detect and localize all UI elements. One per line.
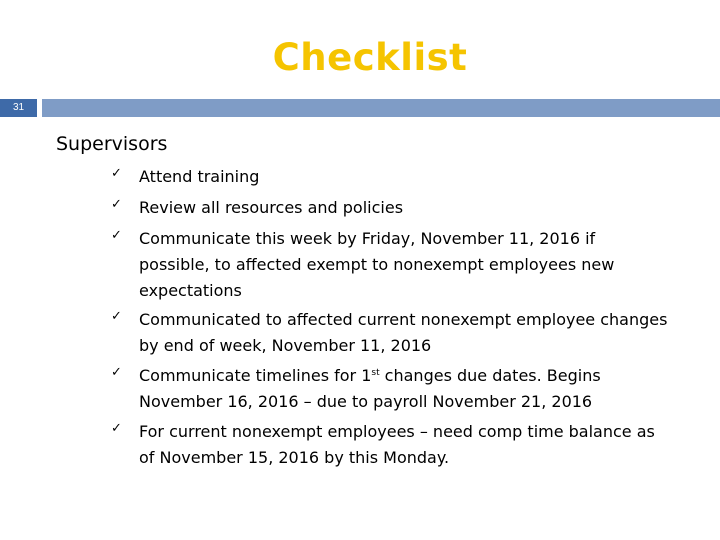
checklist-item-text <box>139 363 669 415</box>
checkmark-icon: ✓ <box>111 197 122 212</box>
checklist-item-text: Communicate this week by Friday, November 11, 2016 if possible, to affected exempt to nonexempt employees new expectations <box>139 229 615 300</box>
ordinal-suffix: st <box>371 368 380 378</box>
checkmark-icon: ✓ <box>111 421 122 436</box>
text-before: Communicate timelines for 1 <box>139 366 372 385</box>
checklist-item-text: Communicated to affected current nonexempt employee changes by end of week, November 11, 2016 <box>139 310 668 355</box>
checkmark-icon: ✓ <box>111 365 122 380</box>
section-heading: Supervisors <box>56 133 168 155</box>
checklist-item-text: Attend training <box>139 167 260 186</box>
checkmark-icon: ✓ <box>111 166 122 181</box>
checklist-item-text: For current nonexempt employees – need comp time balance as of November 15, 2016 by this Monday. <box>139 422 655 467</box>
checkmark-icon: ✓ <box>111 309 122 324</box>
slide-number: 31 <box>0 99 37 117</box>
title-bar <box>42 99 720 117</box>
text-after: changes due dates. Begins November 16, 2016 – due to payroll November 21, 2016 <box>139 366 601 411</box>
checklist-item-text: Review all resources and policies <box>139 198 404 217</box>
slide-title: Checklist <box>272 36 468 79</box>
checkmark-icon: ✓ <box>111 228 122 243</box>
